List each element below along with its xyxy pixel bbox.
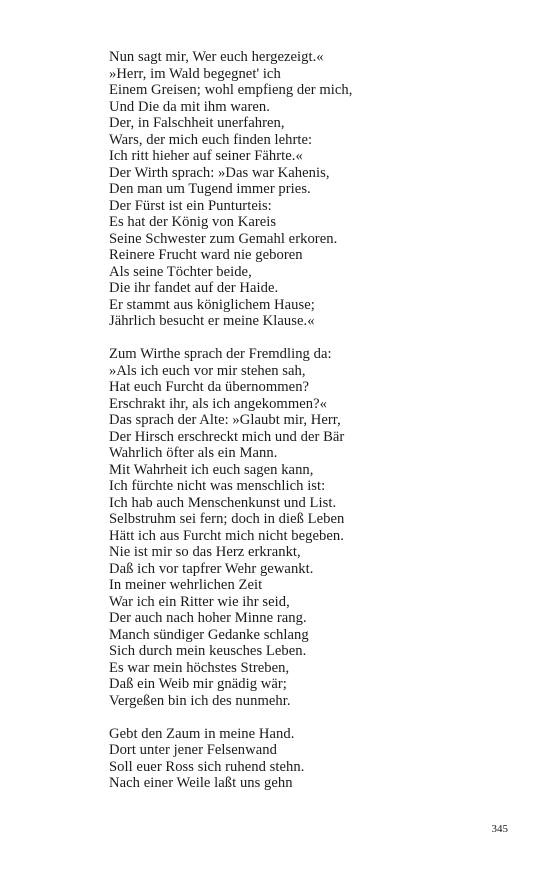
verse-line: Seine Schwester zum Gemahl erkoren.: [109, 230, 338, 247]
verse-line: Soll euer Ross sich ruhend stehn.: [109, 758, 305, 775]
verse-line: Vergeßen bin ich des nunmehr.: [109, 692, 291, 709]
verse-line: Zum Wirthe sprach der Fremdling da:: [109, 346, 332, 362]
verse-line: Der Wirth sprach: »Das war Kahenis,: [109, 164, 330, 181]
verse-line: Nie ist mir so das Herz erkrankt,: [109, 544, 301, 560]
verse-line: Jährlich besucht er meine Klause.«: [109, 313, 315, 329]
verse-line: Hätt ich aus Furcht mich nicht begeben.: [109, 527, 344, 544]
stanza-2: [109, 346, 529, 709]
verse-line: Es hat der König von Kareis: [109, 214, 277, 230]
verse-line: Gebt den Zaum in meine Hand.: [109, 725, 295, 742]
verse-line: »Herr, im Wald begegnet' ich: [109, 65, 281, 82]
stanza-3: [109, 726, 529, 792]
verse-line: Nun sagt mir, Wer euch hergezeigt.«: [109, 49, 324, 65]
verse-line: Ich hab auch Menschenkunst und List.: [109, 494, 337, 511]
verse-line: Und Die da mit ihm waren.: [109, 98, 270, 115]
verse-line: Der Hirsch erschreckt mich und der Bär: [109, 428, 345, 445]
verse-line: Den man um Tugend immer pries.: [109, 181, 311, 197]
verse-line: Der Fürst ist ein Punturteis:: [109, 197, 272, 214]
verse-line: Manch sündiger Gedanke schlang: [109, 626, 309, 643]
verse-line: Wahrlich öfter als ein Mann.: [109, 445, 278, 461]
verse-line: Hat euch Furcht da übernommen?: [109, 379, 310, 395]
verse-line: In meiner wehrlichen Zeit: [109, 577, 263, 593]
verse-line: Die ihr fandet auf der Haide.: [109, 280, 279, 296]
verse-line: Der auch nach hoher Minne rang.: [109, 610, 307, 626]
verse-line: Ich ritt hieher auf seiner Fährte.«: [109, 148, 303, 164]
verse-line: Es war mein höchstes Streben,: [109, 659, 290, 676]
verse-line: Einem Greisen; wohl empfieng der mich,: [109, 82, 353, 98]
verse-line: Mit Wahrheit ich euch sagen kann,: [109, 461, 314, 478]
verse-line: Als seine Töchter beide,: [109, 263, 252, 280]
verse-line: Er stammt aus königlichem Hause;: [109, 296, 315, 313]
stanza-1: [109, 49, 529, 330]
verse-line: Selbstruhm sei fern; doch in dieß Leben: [109, 511, 345, 527]
verse-line: Daß ein Weib mir gnädig wär;: [109, 676, 287, 692]
verse-line: Erschrakt ihr, als ich angekommen?«: [109, 395, 327, 412]
verse-line: War ich ein Ritter wie ihr seid,: [109, 593, 290, 610]
poem-text: [109, 49, 529, 792]
verse-line: »Als ich euch vor mir stehen sah,: [109, 362, 306, 379]
verse-line: Nach einer Weile laßt uns gehn: [109, 775, 293, 791]
page-number: 345: [491, 823, 508, 835]
verse-line: Das sprach der Alte: »Glaubt mir, Herr,: [109, 412, 341, 428]
verse-line: Ich fürchte nicht was menschlich ist:: [109, 478, 326, 494]
verse-line: Wars, der mich euch finden lehrte:: [109, 131, 313, 148]
verse-line: Sich durch mein keusches Leben.: [109, 643, 307, 659]
verse-line: Daß ich vor tapfrer Wehr gewankt.: [109, 560, 314, 577]
verse-line: Der, in Falschheit unerfahren,: [109, 115, 285, 131]
verse-line: Dort unter jener Felsenwand: [109, 742, 277, 758]
verse-line: Reinere Frucht ward nie geboren: [109, 247, 303, 263]
